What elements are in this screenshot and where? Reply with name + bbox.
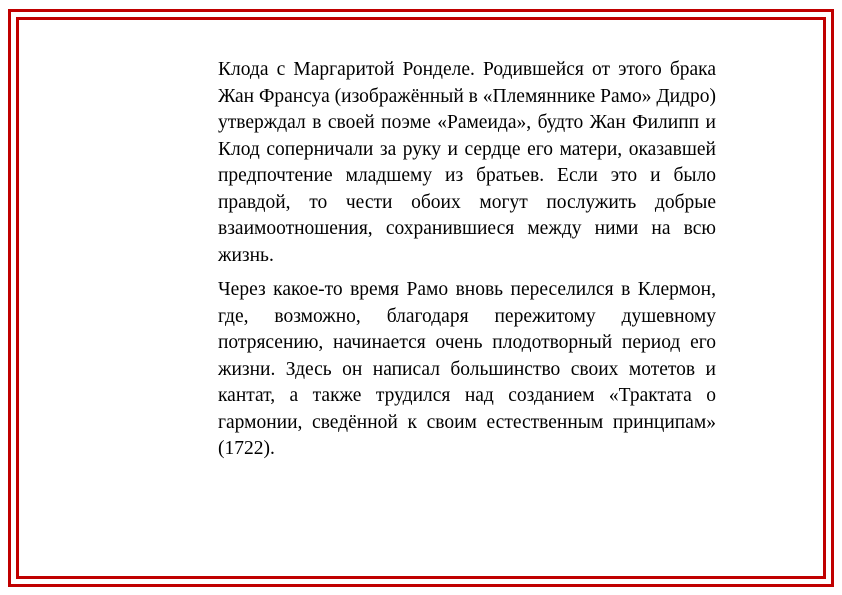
document-body <box>218 57 716 463</box>
paragraph-2: Через какое-то время Рамо вновь переселился в Клермон, где, возможно, благодаря пережитому душевному потрясению, начинается очень плодотворный период его жизни. Здесь он написал большинство своих мотетов и кантат, а также трудился над созданием «Трактата о гармонии, сведённой к своим естественным принципам» (1722). <box>218 279 716 459</box>
paragraph-1: Клода с Маргаритой Ронделе. Родившейся от этого брака Жан Франсуа (изображённый в «Племяннике Рамо» Дидро) утверждал в своей поэме «Рамеида», будто Жан Филипп и Клод соперничали за руку и сердце его матери, оказавшей предпочтение младшему из братьев. Если это и было правдой, то чести обоих могут послужить добрые взаимоотношения, сохранившиеся между ними на всю жизнь. <box>218 59 716 266</box>
